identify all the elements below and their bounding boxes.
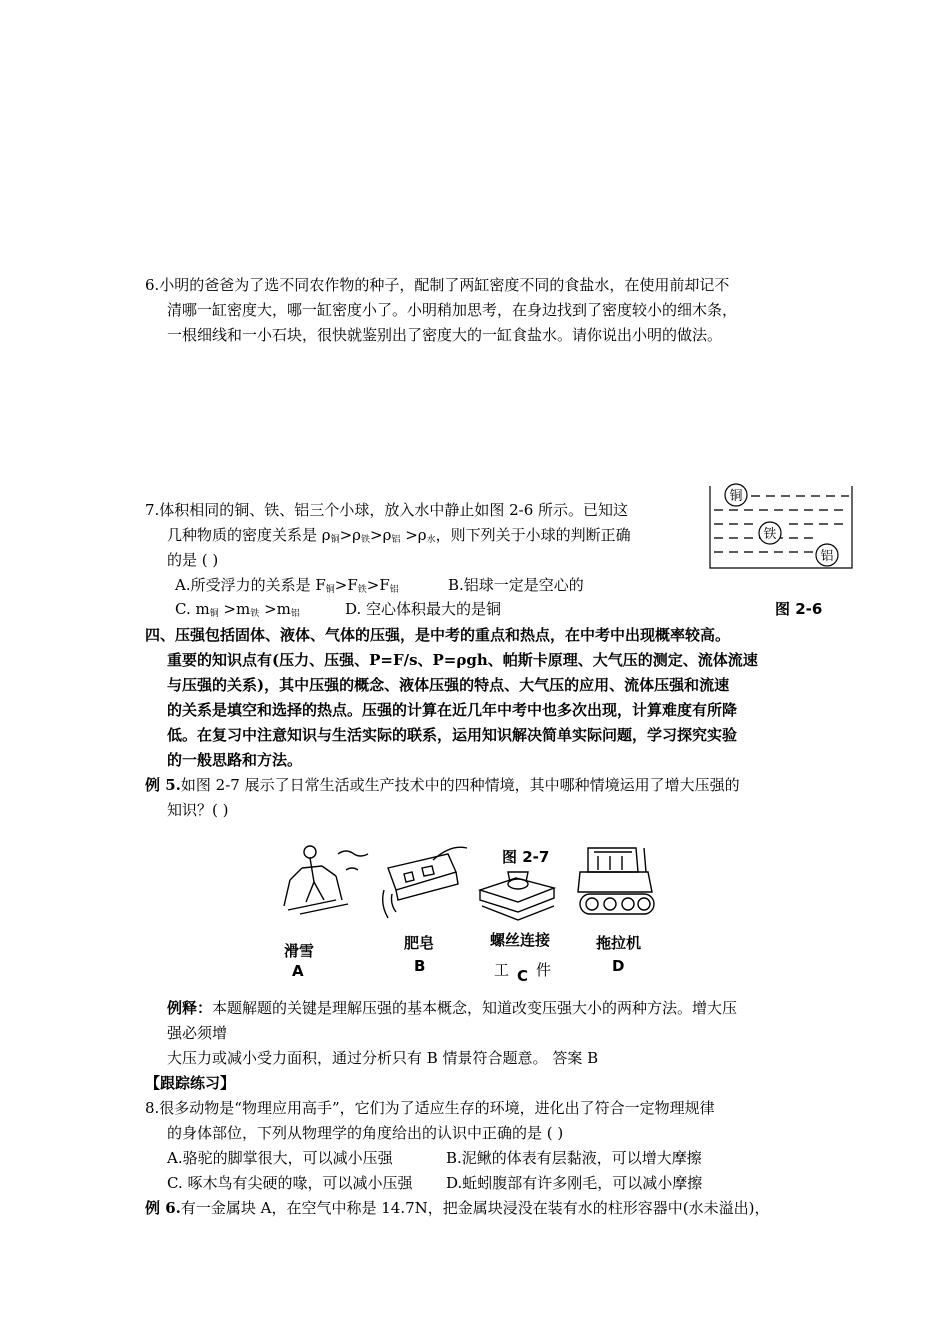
ex6-line-1: 例 6.有一金属块 A，在空气中称是 14.7N，把金属块浸没在装有水的柱形容器中(水未溢出)， bbox=[145, 1199, 770, 1217]
ex5-explanation-1: 例释：本题解题的关键是理解压强的基本概念，知道改变压强大小的两种方法。增大压 bbox=[167, 999, 738, 1017]
q8-option-c: C. 啄木鸟有尖硬的喙，可以减小压强 bbox=[167, 1174, 413, 1192]
q6-line-1: 6.小明的爸爸为了选不同农作物的种子，配制了两缸密度不同的食盐水，在使用前却记不 bbox=[145, 276, 730, 294]
figure-2-7-label: 图 2-7 bbox=[502, 848, 550, 866]
q8-line-2: 的身体部位，下列从物理学的角度给出的认识中正确的是 ( ) bbox=[167, 1124, 564, 1142]
option-d-letter: D bbox=[612, 957, 625, 975]
q6-line-2: 清哪一缸密度大，哪一缸密度小了。小明稍加思考，在身边找到了密度较小的细木条， bbox=[167, 301, 738, 319]
option-c-name-2b: 件 bbox=[536, 961, 552, 979]
option-c-name-2a: 工 bbox=[494, 961, 510, 979]
q7-line-1: 7.体积相同的铜、铁、铝三个小球，放入水中静止如图 2-6 所示。已知这 bbox=[145, 501, 629, 519]
soap-illustration bbox=[378, 838, 473, 924]
ball-iron: 铁 bbox=[763, 527, 777, 542]
screw-illustration bbox=[476, 866, 558, 924]
q8-option-d: D.蚯蚓腹部有许多刚毛，可以减小摩擦 bbox=[446, 1174, 703, 1192]
option-c-name: 螺丝连接 bbox=[490, 931, 551, 949]
q8-line-1: 8.很多动物是“物理应用高手”，它们为了适应生存的环境，进化出了符合一定物理规律 bbox=[145, 1099, 715, 1117]
q6-line-3: 一根细线和一小石块，很快就鉴别出了密度大的一缸食盐水。请你说出小明的做法。 bbox=[167, 326, 723, 344]
ex5-line-2: 知识？( ) bbox=[167, 801, 229, 819]
option-b-name: 肥皂 bbox=[404, 934, 435, 952]
follow-up-title: 【跟踪练习】 bbox=[145, 1074, 236, 1092]
option-a-letter: A bbox=[292, 962, 304, 980]
q7-line-3: 的是 ( ) bbox=[167, 551, 219, 569]
section4-line-3: 与压强的关系)，其中压强的概念、液体压强的特点、大气压的应用、流体压强和流速 bbox=[167, 676, 730, 694]
option-c-letter: C bbox=[517, 967, 529, 985]
q7-option-a: A.所受浮力的关系是 $F_铜>F_铁>F_铝$ bbox=[175, 576, 399, 595]
option-d-name: 拖拉机 bbox=[596, 934, 642, 952]
q8-option-b: B.泥鳅的体表有层黏液，可以增大摩擦 bbox=[446, 1149, 702, 1167]
ball-aluminum: 铝 bbox=[820, 549, 834, 564]
ex5-explanation-3: 大压力或减小受力面积，通过分析只有 B 情景符合题意。 答案 B bbox=[167, 1049, 599, 1067]
option-b-letter: B bbox=[414, 957, 426, 975]
ex5-explanation-2: 强必须增 bbox=[167, 1024, 228, 1042]
section4-line-1: 四、压强包括固体、液体、气体的压强，是中考的重点和热点，在中考中出现概率较高。 bbox=[145, 626, 731, 644]
figure-2-6-container bbox=[706, 478, 856, 572]
ball-copper: 铜 bbox=[729, 489, 743, 504]
q8-option-a: A.骆驼的脚掌很大，可以减小压强 bbox=[167, 1149, 393, 1167]
q7-option-d: D. 空心体积最大的是铜 bbox=[345, 600, 502, 618]
ex5-line-1: 例 5.如图 2-7 展示了日常生活或生产技术中的四种情境，其中哪种情境运用了增大压强的 bbox=[145, 776, 740, 794]
skiing-illustration bbox=[280, 840, 372, 920]
option-a-name: 滑雪 bbox=[284, 942, 315, 960]
section4-line-2: 重要的知识点有(压力、压强、P=F/s、P=ρgh、帕斯卡原理、大气压的测定、流体流速 bbox=[167, 651, 758, 669]
section4-line-6: 的一般思路和方法。 bbox=[167, 751, 303, 769]
section4-line-5: 低。在复习中注意知识与生活实际的联系，运用知识解决简单实际问题，学习探究实验 bbox=[167, 726, 738, 744]
tractor-illustration bbox=[574, 840, 660, 922]
q7-option-b: B.铝球一定是空心的 bbox=[448, 576, 584, 594]
section4-line-4: 的关系是填空和选择的热点。压强的计算在近几年中考中也多次出现，计算难度有所降 bbox=[167, 701, 738, 719]
q7-line-2: 几种物质的密度关系是 $\rho_铜>\rho_铁>\rho_铝 >\rho_水$，则下列关于小球的判断正确 bbox=[167, 526, 631, 545]
q7-option-c: C. $m_铜 >m_铁 >m_铝$ bbox=[175, 600, 300, 619]
figure-2-6-label: 图 2-6 bbox=[775, 600, 823, 618]
